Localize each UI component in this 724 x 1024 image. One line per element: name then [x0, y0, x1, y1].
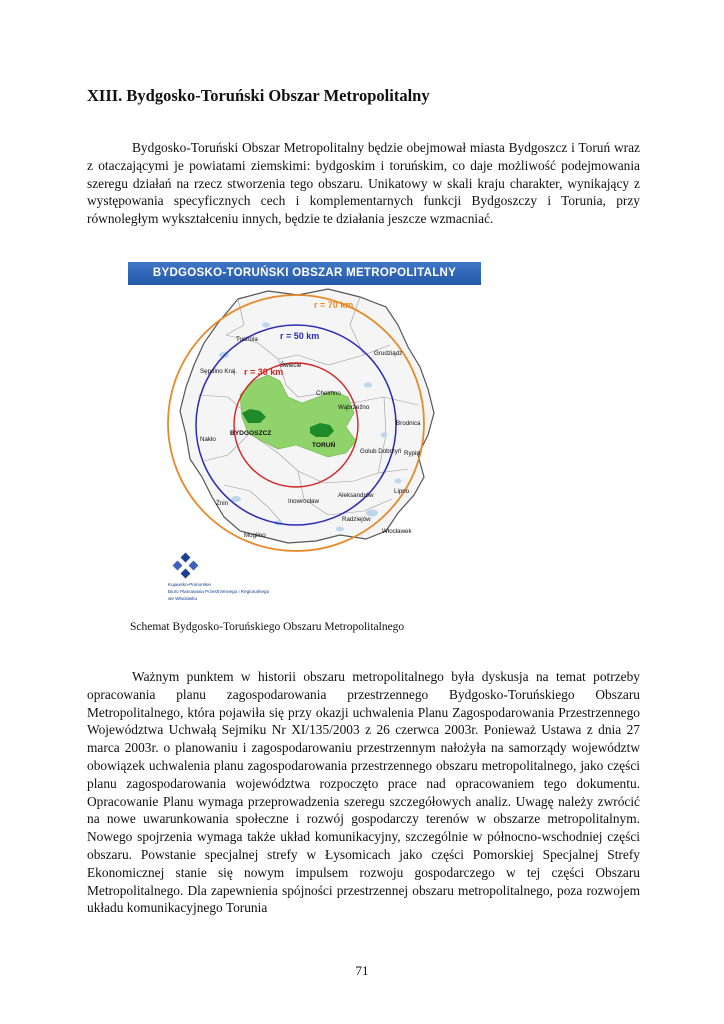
radius-70-label: r = 70 km	[314, 300, 354, 310]
place-sepolno: Sępólno Kraj.	[200, 368, 238, 375]
place-chelmno: Chełmno	[316, 390, 341, 397]
office-logo	[168, 553, 270, 601]
place-inowroclaw: Inowrocław	[288, 498, 319, 505]
place-naklo: Nakło	[200, 436, 216, 443]
place-wabrzezno: Wąbrzeźno	[338, 404, 370, 411]
page-number: 71	[355, 963, 369, 978]
place-lipno: Lipno	[394, 488, 410, 495]
place-torun: TORUŃ	[312, 442, 336, 449]
place-aleksandrow: Aleksandrów	[338, 492, 374, 499]
map-caption: Schemat Bydgosko-Toruńskiego Obszaru Metropolitalnego	[130, 621, 405, 633]
metropolitan-area-map	[128, 262, 481, 608]
map-title: BYDGOSKO-TORUŃSKI OBSZAR METROPOLITALNY	[128, 262, 481, 285]
radius-30-label: r = 30 km	[244, 367, 284, 377]
logo-line-2: Biuro Planowania Przestrzennego i Regionalnego	[168, 589, 270, 594]
place-radziejow: Radziejów	[342, 516, 371, 523]
history-paragraph: Ważnym punktem w historii obszaru metropolitalnego była dyskusja na temat potrzeby opracowania planu zagospodarowania przestrzennego Bydgosko-Toruńskiego Obszaru Metropolitalnego, która pojawiła się przy okazji uchwalenia Planu Zagospodarowania Przestrzennego Województwa Uchwałą Sejmiku Nr XI/135/2003 z 26 czerwca 2003r. Ponieważ Ustawa z dnia 27 marca 2003r. o planowaniu i zagospodarowaniu przestrzennym nałożyła na samorządy województw obowiązek uchwalenia planu zagospodarowania przestrzennego obszaru metropolitalnego, jako części planu zagospodarowania województwa rozpoczęto prace nad opracowaniem tego dokumentu. Opracowanie Planu wymaga przeprowadzenia szeregu szczegółowych analiz. Uwagę należy zwrócić na nowe uwarunkowania społeczne i rozwój gospodarczy terenów w obszarze metropolitalnym. Nowego spojrzenia wymaga także układ komunikacyjny, szczególnie w północno-wschodniej części obszaru. Powstanie specjalnej strefy w Łysomicach jako części Pomorskiej Specjalnej Strefy Ekonomicznej stanie się nowym impulsem rozwoju gospodarczego w tej części Obszaru Metropolitalnego. Dla zapewnienia spójności przestrzennej obszaru metropolitalnego, poza rozwojem układu komunikacyjnego Torunia	[87, 669, 640, 916]
place-swiecie: Świecie	[280, 362, 302, 369]
section-heading: XIII. Bydgosko-Toruński Obszar Metropolitalny	[87, 86, 430, 105]
place-grudziadz: Grudziądz	[374, 350, 403, 357]
place-brodnica: Brodnica	[396, 420, 421, 427]
logo-line-3: we Włocławku	[168, 596, 198, 601]
map-figure	[128, 285, 481, 608]
radius-50-label: r = 50 km	[280, 331, 320, 341]
place-bydgoszcz: BYDGOSZCZ	[230, 430, 272, 437]
place-golub: Golub Dobrzyń	[360, 448, 402, 455]
place-tuchola: Tuchola	[236, 336, 258, 343]
place-rypin: Rypin	[404, 450, 420, 457]
place-znin: Żnin	[216, 500, 229, 507]
intro-paragraph: Bydgosko-Toruński Obszar Metropolitalny będzie obejmował miasta Bydgoszcz i Toruń wraz z otaczającymi je powiatami ziemskimi: bydgoskim i toruńskim, co daje możliwość podejmowania szeregu działań na rzecz stworzenia tego obszaru. Unikatowy w skali kraju charakter, wynikający z występowania specyficznych cech i komplementarnych funkcji Bydgoszczy i Torunia, przy równoległym wykształceniu innych, będzie te działania jeszcze wzmacniać.	[87, 140, 640, 227]
logo-emblem-icon	[173, 553, 199, 579]
place-mogilno: Mogilno	[244, 532, 266, 539]
logo-line-1: Kujawsko-Pomorskie	[168, 582, 211, 587]
place-wloclawek: Włocławek	[382, 528, 412, 535]
